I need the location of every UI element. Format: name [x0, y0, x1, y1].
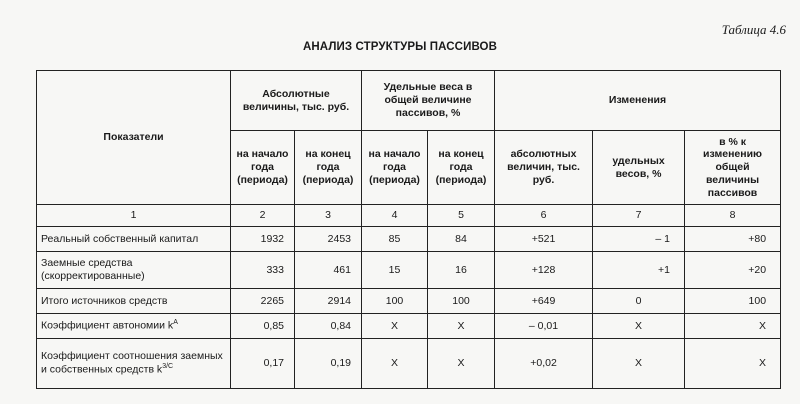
- table-number-label: Таблица 4.6: [721, 22, 786, 37]
- header-change-weight: удельных весов, %: [593, 131, 685, 205]
- row-label-text: Коэффициент автономии k: [41, 319, 174, 332]
- cell-change-pct: X: [685, 314, 781, 339]
- col-number: 2: [231, 205, 295, 227]
- cell-end-abs: 0,19: [295, 339, 362, 389]
- table-title: АНАЛИЗ СТРУКТУРЫ ПАССИВОВ: [302, 41, 498, 53]
- cell-start-abs: 1932: [231, 227, 295, 252]
- row-label-text: Коэффициент соотношения заемных и собственных средств k: [41, 350, 223, 376]
- cell-start-abs: 333: [231, 252, 295, 289]
- col-number: 4: [362, 205, 428, 227]
- col-number: 3: [295, 205, 362, 227]
- table-row: [37, 289, 781, 314]
- cell-change-abs: +128: [495, 252, 593, 289]
- header-row-1: [37, 71, 781, 131]
- cell-change-weight: X: [593, 339, 685, 389]
- col-number: 5: [428, 205, 495, 227]
- cell-start-weight: 85: [362, 227, 428, 252]
- row-label: [37, 314, 231, 339]
- cell-end-abs: 0,84: [295, 314, 362, 339]
- row-label: Заемные средства (скорректированные): [37, 252, 231, 289]
- cell-change-abs: +0,02: [495, 339, 593, 389]
- header-change-pct: в % к изменению общей величины пассивов: [685, 131, 781, 205]
- header-end-weight: на конец года (периода): [428, 131, 495, 205]
- cell-change-pct: +20: [685, 252, 781, 289]
- cell-change-weight: 0: [593, 289, 685, 314]
- col-number: 8: [685, 205, 781, 227]
- row-label: [37, 339, 231, 389]
- cell-start-abs: 2265: [231, 289, 295, 314]
- cell-change-weight: +1: [593, 252, 685, 289]
- cell-change-pct: +80: [685, 227, 781, 252]
- cell-start-weight: X: [362, 339, 428, 389]
- col-number: 6: [495, 205, 593, 227]
- table-row: [37, 339, 781, 389]
- table-row: [37, 314, 781, 339]
- cell-start-weight: 15: [362, 252, 428, 289]
- superscript: 3/C: [162, 363, 174, 371]
- cell-end-weight: X: [428, 339, 495, 389]
- cell-change-weight: – 1: [593, 227, 685, 252]
- cell-end-weight: 100: [428, 289, 495, 314]
- cell-start-weight: X: [362, 314, 428, 339]
- header-indicators: Показатели: [37, 71, 231, 205]
- cell-change-abs: – 0,01: [495, 314, 593, 339]
- cell-start-weight: 100: [362, 289, 428, 314]
- row-label: Итого источников средств: [37, 289, 231, 314]
- header-changes: Изменения: [495, 71, 781, 131]
- col-number: 7: [593, 205, 685, 227]
- cell-end-abs: 2914: [295, 289, 362, 314]
- cell-end-abs: 461: [295, 252, 362, 289]
- table-row: [37, 227, 781, 252]
- table-row: [37, 252, 781, 289]
- cell-end-weight: X: [428, 314, 495, 339]
- cell-change-pct: 100: [685, 289, 781, 314]
- cell-start-abs: 0,17: [231, 339, 295, 389]
- col-number: 1: [37, 205, 231, 227]
- cell-start-abs: 0,85: [231, 314, 295, 339]
- row-label: Реальный собственный капитал: [37, 227, 231, 252]
- cell-end-weight: 16: [428, 252, 495, 289]
- cell-change-abs: +521: [495, 227, 593, 252]
- header-start-weight: на начало года (периода): [362, 131, 428, 205]
- header-weights: Удельные веса в общей величине пассивов, %: [362, 71, 495, 131]
- cell-end-abs: 2453: [295, 227, 362, 252]
- cell-change-weight: X: [593, 314, 685, 339]
- header-change-abs: абсолютных величин, тыс. руб.: [495, 131, 593, 205]
- header-absolute: Абсолютные величины, тыс. руб.: [231, 71, 362, 131]
- cell-change-abs: +649: [495, 289, 593, 314]
- liabilities-structure-table: [36, 70, 781, 389]
- superscript: A: [173, 319, 178, 327]
- column-number-row: [37, 205, 781, 227]
- cell-change-pct: X: [685, 339, 781, 389]
- header-start-abs: на начало года (периода): [231, 131, 295, 205]
- header-end-abs: на конец года (периода): [295, 131, 362, 205]
- cell-end-weight: 84: [428, 227, 495, 252]
